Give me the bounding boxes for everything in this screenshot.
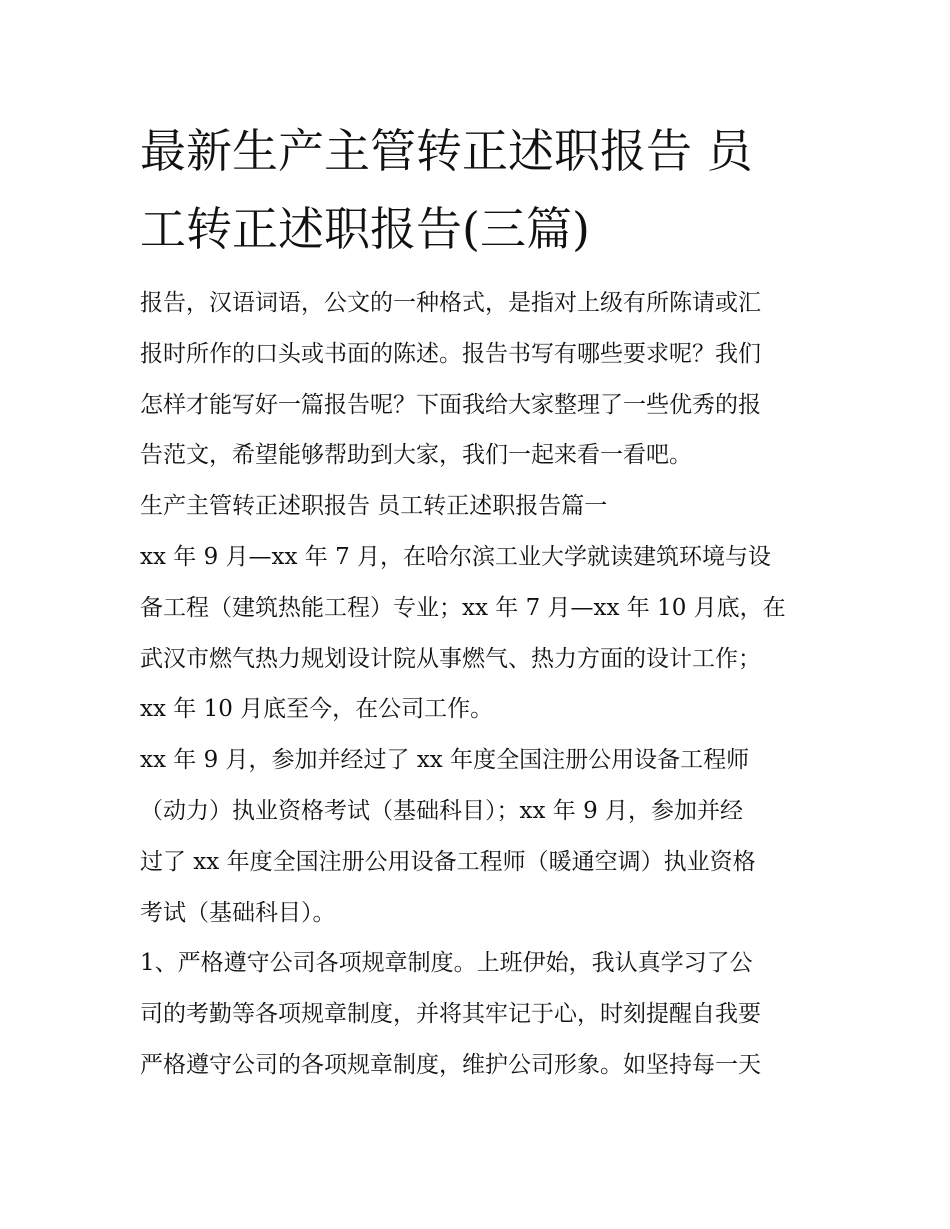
body-line: xx 年 9 月，参加并经过了 xx 年度全国注册公用设备工程师 xyxy=(140,747,750,774)
body-line: 备工程（建筑热能工程）专业；xx 年 7 月—xx 年 10 月底，在 xyxy=(140,594,786,621)
body-line: 1、严格遵守公司各项规章制度。上班伊始，我认真学习了公 xyxy=(140,950,753,977)
body-line: 武汉市燃气热力规划设计院从事燃气、热力方面的设计工作； xyxy=(140,645,761,672)
body-line: （动力）执业资格考试（基础科目）；xx 年 9 月，参加并经 xyxy=(140,797,744,824)
document-body xyxy=(140,278,818,1091)
body-line: 严格遵守公司的各项规章制度，维护公司形象。如坚持每一天 xyxy=(140,1051,761,1078)
body-line: 报时所作的口头或书面的陈述。报告书写有哪些要求呢？我们 xyxy=(140,340,761,367)
body-line: 过了 xx 年度全国注册公用设备工程师（暖通空调）执业资格 xyxy=(140,848,756,875)
section-heading: 生产主管转正述职报告 员工转正述职报告篇一 xyxy=(140,493,608,520)
body-line: xx 年 10 月底至今，在公司工作。 xyxy=(140,696,494,723)
document-page xyxy=(140,112,818,1091)
body-line: xx 年 9 月—xx 年 7 月，在哈尔滨工业大学就读建筑环境与设 xyxy=(140,543,772,570)
title-line: 工转正述职报告(三篇) xyxy=(140,202,590,256)
body-line: 告范文，希望能够帮助到大家，我们一起来看一看吧。 xyxy=(140,442,692,469)
body-line: 报告，汉语词语，公文的一种格式，是指对上级有所陈请或汇 xyxy=(140,290,761,316)
body-line: 考试（基础科目）。 xyxy=(140,899,336,926)
document-title xyxy=(140,112,818,268)
title-line: 最新生产主管转正述职报告 员 xyxy=(140,124,753,178)
body-line: 怎样才能写好一篇报告呢？下面我给大家整理了一些优秀的报 xyxy=(140,391,761,418)
body-line: 司的考勤等各项规章制度，并将其牢记于心，时刻提醒自我要 xyxy=(140,1001,761,1028)
